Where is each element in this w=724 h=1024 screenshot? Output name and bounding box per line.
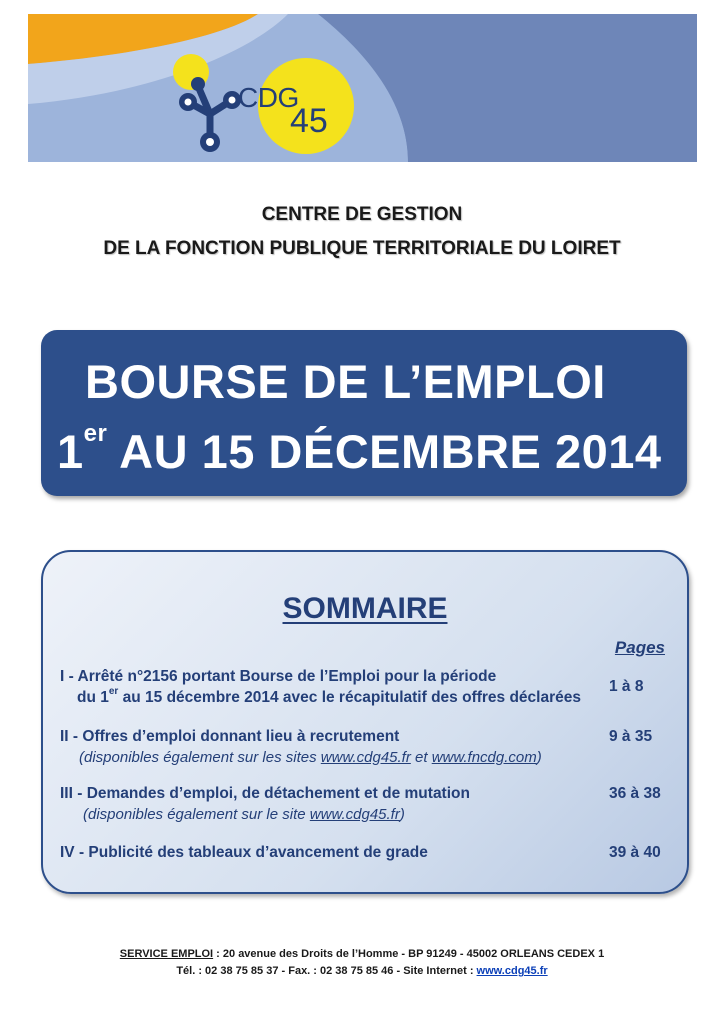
entry-2-note-mid: et [410, 749, 432, 766]
header-banner [28, 14, 697, 162]
footer-service-label: SERVICE EMPLOI [119, 948, 214, 960]
pages-column-header: Pages [614, 638, 665, 657]
entry-1-date-pre: du 1 [77, 689, 109, 706]
org-title-line2: DE LA FONCTION PUBLIQUE TERRITORIALE DU LOIRET [103, 238, 621, 259]
summary-entry-1-line2 [77, 686, 581, 707]
subtitle-date: AU 15 DÉCEMBRE 2014 [107, 425, 662, 478]
entry-1-date-post: au 15 décembre 2014 avec le récapitulatif des offres déclarées [118, 689, 581, 706]
banner-graphic [28, 14, 697, 162]
subtitle-day: 1 [57, 425, 84, 478]
subtitle-superscript: er [83, 420, 108, 447]
footer-contact-text: Tél. : 02 38 75 85 37 - Fax. : 02 38 75 85 46 - Site Internet : [176, 965, 477, 977]
footer-site-link[interactable]: www.cdg45.fr [476, 965, 548, 977]
entry-1-superscript: er [108, 686, 119, 697]
summary-entry-1-line1: I - Arrêté n°2156 portant Bourse de l’Emploi pour la période [60, 668, 497, 685]
link-cdg45[interactable]: www.cdg45.fr [320, 749, 411, 766]
footer-address-text: : 20 avenue des Droits de l’Homme - BP 91249 - 45002 ORLEANS CEDEX 1 [213, 948, 605, 960]
summary-entry-2-note [79, 749, 542, 766]
main-title-box [41, 330, 687, 496]
org-title-line1: CENTRE DE GESTION [261, 204, 463, 225]
summary-entry-3-pages: 36 à 38 [609, 785, 661, 802]
summary-entry-3-line1: III - Demandes d’emploi, de détachement et de mutation [60, 785, 470, 802]
entry-2-note-post: ) [536, 749, 542, 766]
entry-2-note-pre: (disponibles également sur les sites [79, 749, 321, 766]
main-title: BOURSE DE L’EMPLOI [85, 355, 606, 408]
summary-entry-4-line1: IV - Publicité des tableaux d’avancement de grade [60, 844, 428, 861]
summary-heading: SOMMAIRE [282, 592, 448, 625]
entry-3-note-pre: (disponibles également sur le site [83, 806, 310, 823]
summary-entry-2-line1: II - Offres d’emploi donnant lieu à recrutement [60, 728, 400, 745]
main-subtitle [57, 420, 662, 479]
footer-contact [0, 965, 724, 977]
summary-entry-3-note [83, 806, 405, 823]
summary-entry-2-pages: 9 à 35 [609, 728, 653, 745]
summary-entry-1-pages: 1 à 8 [609, 678, 644, 695]
logo-text-45: 45 [290, 102, 328, 140]
entry-3-note-post: ) [399, 806, 405, 823]
link-fncdg[interactable]: www.fncdg.com [431, 749, 537, 766]
link-cdg45-2[interactable]: www.cdg45.fr [309, 806, 400, 823]
summary-entry-4-pages: 39 à 40 [609, 844, 661, 861]
logo-text-cdg: CDG [238, 82, 299, 113]
footer-address [0, 948, 724, 960]
summary-box [41, 550, 689, 894]
